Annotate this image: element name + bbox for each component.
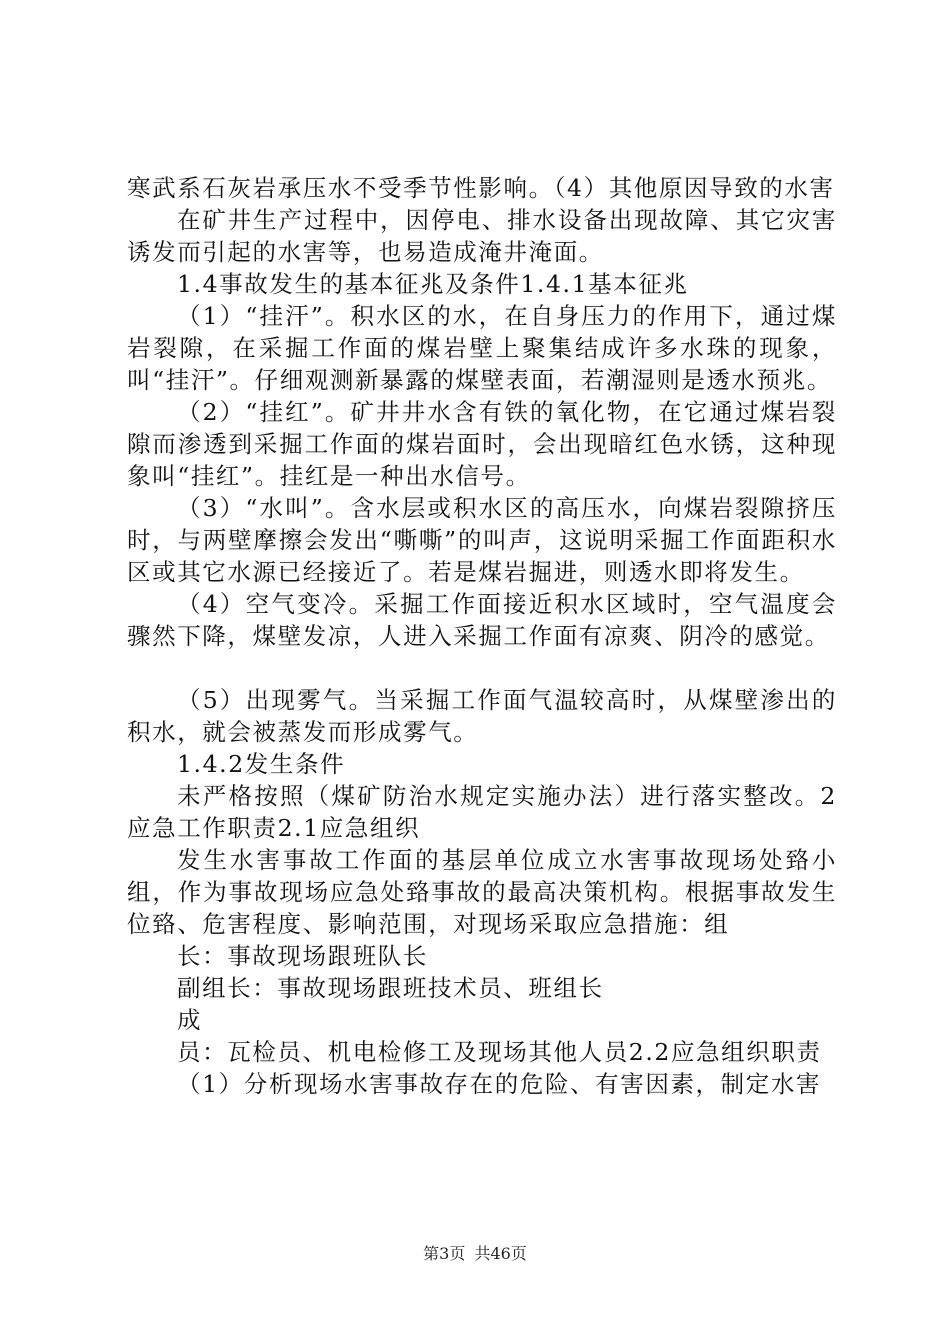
paragraph-power-failure: 在矿井生产过程中，因停电、排水设备出现故障、其它灾害诱发而引起的水害等，也易造成淹井淹面。	[127, 206, 837, 266]
section-heading-1-4: 1.4事故发生的基本征兆及条件1.4.1基本征兆	[177, 270, 689, 298]
paragraph-deputy-leader: 副组长：事故现场跟班技术员、班组长	[177, 974, 604, 1002]
paragraph-sign-3: （3）“水叫”。含水层或积水区的高压水，向煤岩裂隙挤压时，与两壁摩擦会发出“嘶嘶”的叫声，这说明采掘工作面距积水区或其它水源已经接近了。若是煤岩掘进，则透水即将发生。	[127, 494, 837, 586]
paragraph-conditions: 未严格按照（煤矿防治水规定实施办法）进行落实整改。2应急工作职责2.1应急组织	[127, 782, 837, 842]
page-number: 第3页	[423, 1244, 466, 1263]
paragraph-sign-4: （4）空气变冷。采掘工作面接近积水区域时，空气温度会骤然下降，煤壁发凉，人进入采掘工作面有凉爽、阴冷的感觉。	[127, 590, 837, 650]
page-footer	[0, 1241, 950, 1264]
paragraph-duty-1: （1）分析现场水害事故存在的危险、有害因素，制定水害	[177, 1070, 822, 1098]
paragraph-continuation: 寒武系石灰岩承压水不受季节性影响。（4）其他原因导致的水害	[127, 174, 835, 202]
paragraph-group-leader: 长：事故现场跟班队长	[177, 942, 428, 970]
paragraph-sign-2: （2）“挂红”。矿井井水含有铁的氧化物，在它通过煤岩裂隙而渗透到采掘工作面的煤岩面时，会出现暗红色水锈，这种现象叫“挂红”。挂红是一种出水信号。	[127, 398, 837, 490]
section-heading-1-4-2: 1.4.2发生条件	[177, 750, 346, 778]
paragraph-members: 员：瓦检员、机电检修工及现场其他人员2.2应急组织职责	[177, 1038, 822, 1066]
paragraph-members-label: 成	[177, 1006, 203, 1034]
page-total: 共46页	[474, 1244, 527, 1263]
paragraph-gap	[127, 652, 837, 684]
document-body	[127, 172, 837, 1100]
paragraph-sign-5: （5）出现雾气。当采掘工作面气温较高时，从煤壁渗出的积水，就会被蒸发而形成雾气。	[127, 686, 837, 746]
paragraph-sign-1: （1）“挂汗”。积水区的水，在自身压力的作用下，通过煤岩裂隙，在采掘工作面的煤岩壁上聚集结成许多水珠的现象，叫“挂汗”。仔细观测新暴露的煤壁表面，若潮湿则是透水预兆。	[127, 302, 837, 394]
paragraph-emergency-org: 发生水害事故工作面的基层单位成立水害事故现场处臵小组，作为事故现场应急处臵事故的最高决策机构。根据事故发生位臵、危害程度、影响范围，对现场采取应急措施：组	[127, 846, 837, 938]
